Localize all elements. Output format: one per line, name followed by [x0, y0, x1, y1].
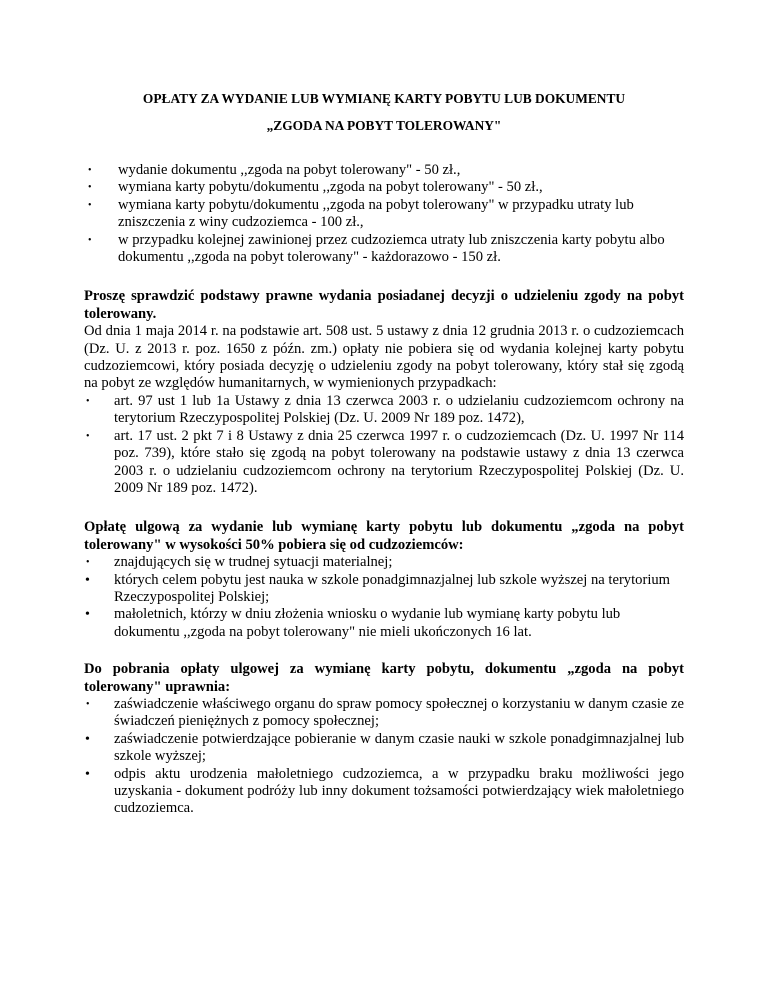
page-title-line2: „ZGODA NA POBYT TOLEROWANY" [266, 118, 502, 133]
list-item [84, 606, 684, 641]
section-heading: Do pobrania opłaty ulgowej za wymianę karty pobytu, dokumentu „zgoda na pobyt tolerowany" uprawnia: [84, 661, 684, 695]
legal-basis-section [84, 288, 684, 497]
fee-text: wydanie dokumentu ,,zgoda na pobyt tolerowany" - 50 zł., [118, 162, 461, 178]
list-item [88, 197, 684, 232]
bullet-icon: • [88, 234, 92, 246]
bullet-icon: • [86, 430, 90, 442]
list-item [84, 572, 684, 607]
fee-text: wymiana karty pobytu/dokumentu ,,zgoda na pobyt tolerowany" w przypadku utraty lub zniszczenia z winy cudzoziemca - 100 zł., [118, 196, 634, 231]
bullet-icon: • [88, 199, 92, 211]
list-item [84, 554, 684, 571]
bullet-icon: • [85, 607, 90, 623]
section-heading: Opłatę ulgową za wydanie lub wymianę karty pobytu lub dokumentu „zgoda na pobyt tolerowany" w wysokości 50% pobiera się od cudzoziemców: [84, 519, 684, 553]
list-item [84, 731, 684, 766]
item-text: art. 17 ust. 2 pkt 7 i 8 Ustawy z dnia 25 czerwca 1997 r. o cudzoziemcach (Dz. U. 1997 Nr 114 poz. 739), które stało się zgodą na pobyt tolerowany na podstawie ustawy z dnia 13 czerwca 2003 r. o udzielaniu cudzoziemcom ochrony na terytorium Rzeczypospolitej Polskiej (Dz. U. 2009 Nr 189 poz. 1472). [114, 427, 684, 496]
bullet-icon: • [88, 165, 92, 176]
list-item [88, 162, 684, 179]
reduced-fee-list [84, 554, 684, 641]
bullet-icon: • [86, 395, 90, 407]
bullet-icon: • [88, 182, 92, 194]
fee-text: w przypadku kolejnej zawinionej przez cudzoziemca utraty lub zniszczenia karty pobytu albo dokumentu ,,zgoda na pobyt tolerowany" - każdorazowo - 150 zł. [118, 231, 665, 266]
bullet-icon: • [86, 557, 90, 569]
item-text: art. 97 ust 1 lub 1a Ustawy z dnia 13 czerwca 2003 r. o udzielaniu cudzoziemcom ochrony na terytorium Rzeczypospolitej Polskiej (Dz. U. 2009 Nr 189 poz. 1472), [114, 392, 684, 427]
bullet-icon: • [85, 766, 90, 782]
legal-basis-list [84, 393, 684, 497]
section-paragraph: Od dnia 1 maja 2014 r. na podstawie art. 508 ust. 5 ustawy z dnia 12 grudnia 2013 r. o cudzoziemcach (Dz. U. z 2013 r. poz. 1650 z późn. zm.) opłaty nie pobiera się od wydania kolejnej karty pobytu cudzoziemcowi, który posiada decyzję o udzieleniu zgody na pobyt tolerowany, który stał się zgodą na pobyt ze względów humanitarnych, w wymienionych przypadkach: [84, 323, 684, 392]
list-item [84, 696, 684, 731]
list-item [88, 232, 684, 267]
item-text: znajdujących się w trudnej sytuacji materialnej; [114, 554, 393, 571]
list-item [84, 393, 684, 428]
item-text: odpis aktu urodzenia małoletniego cudzoziemca, a w przypadku braku możliwości jego uzyskania - dokument podróży lub inny dokument tożsamości potwierdzający wiek małoletniego cudzoziemca. [114, 765, 684, 817]
bullet-icon: • [85, 731, 90, 747]
bullet-icon: • [85, 572, 90, 588]
section-heading: Proszę sprawdzić podstawy prawne wydania posiadanej decyzji o udzieleniu zgody na pobyt tolerowany. [84, 288, 684, 322]
reduced-fee-section [84, 519, 684, 641]
bullet-icon: • [86, 698, 90, 710]
item-text: zaświadczenie właściwego organu do spraw pomocy społecznej o korzystaniu w danym czasie ze świadczeń pieniężnych z pomocy społecznej; [114, 695, 684, 730]
item-text: zaświadczenie potwierdzające pobieranie w danym czasie nauki w szkole ponadgimnazjalnej lub szkole wyższej; [114, 730, 684, 765]
reduced-fee-documents-section [84, 661, 684, 818]
list-item [88, 179, 684, 196]
list-item [84, 766, 684, 818]
item-text: których celem pobytu jest nauka w szkole ponadgimnazjalnej lub szkole wyższej na terytorium Rzeczypospolitej Polskiej; [114, 571, 671, 605]
item-text: małoletnich, którzy w dniu złożenia wniosku o wydanie lub wymianę karty pobytu lub dokumentu ,,zgoda na pobyt tolerowany" nie mieli ukończonych 16 lat. [114, 606, 621, 640]
fee-text: wymiana karty pobytu/dokumentu ,,zgoda na pobyt tolerowany" - 50 zł., [118, 179, 543, 196]
fees-list [84, 162, 684, 266]
documents-list [84, 696, 684, 818]
page-title-line1: OPŁATY ZA WYDANIE LUB WYMIANĘ KARTY POBYTU LUB DOKUMENTU [142, 91, 626, 106]
list-item [84, 428, 684, 498]
